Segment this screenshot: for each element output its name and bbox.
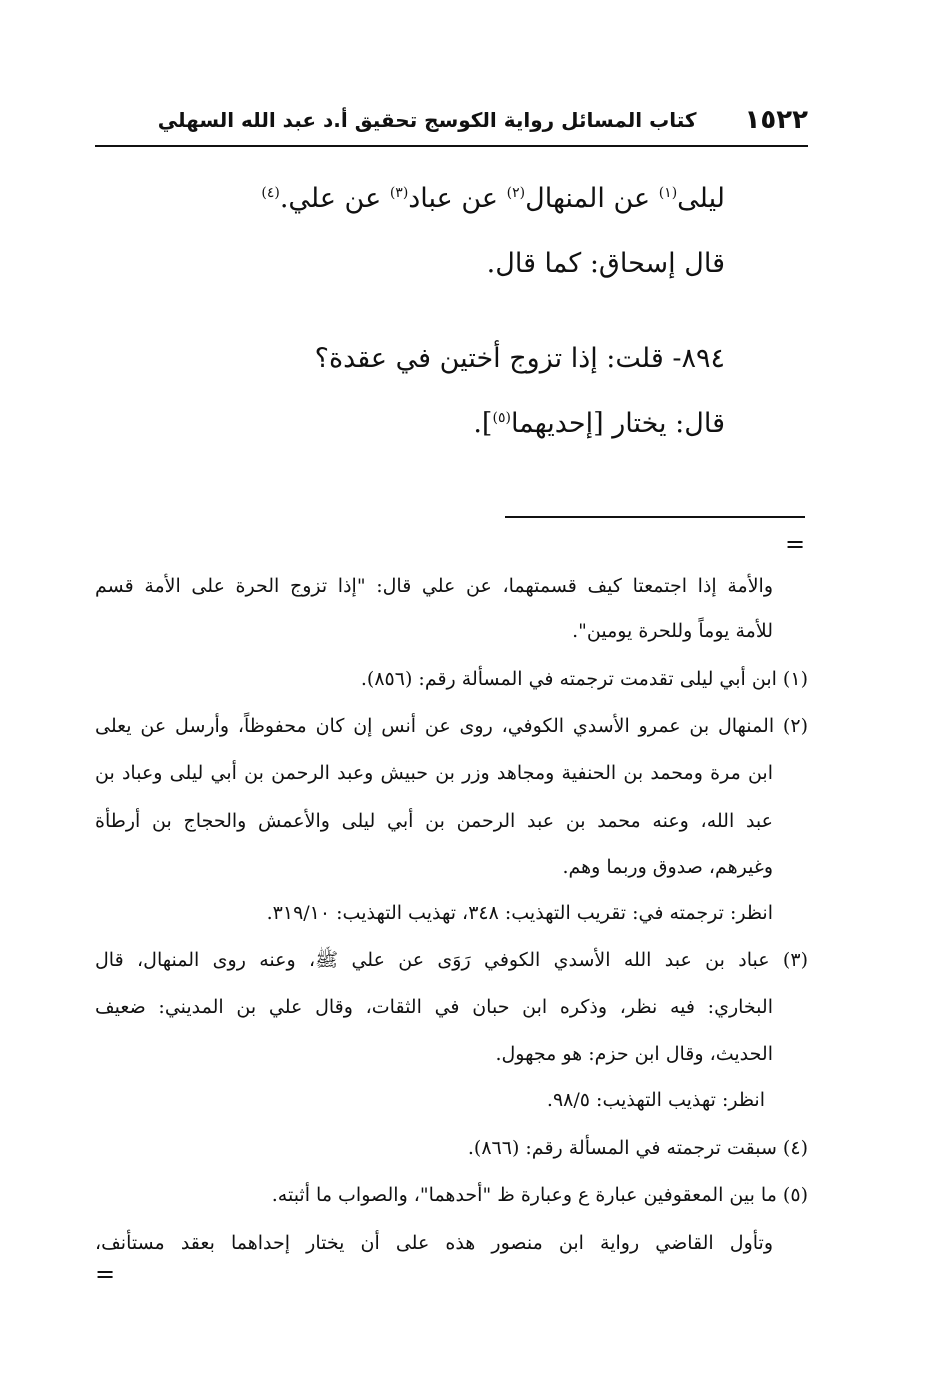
footnote-ref-3: (٣) [389, 185, 409, 201]
footnote-ref-4: (٤) [261, 185, 280, 201]
footnote-3-line-1: (٣) عباد بن عبد الله الأسدي الكوفي رَوَى عن علي ﷺ، وعنه روى المنهال، قال [95, 949, 808, 971]
footnote-ref-5: (٥) [492, 410, 511, 426]
footnote-4: (٤) سبقت ترجمته في المسألة رقم: (٨٦٦). [467, 1137, 808, 1159]
text-segment: عن علي. [279, 183, 390, 214]
footnote-carry-line-2: للأمة يوماً وللحرة يومين". [572, 620, 773, 642]
footnote-2-line-1: (٢) المنهال بن عمرو الأسدي الكوفي، روى عن أنس إن كان محفوظاً، وأرسل عن يعلى [95, 715, 808, 737]
main-text-line-1 [261, 183, 725, 214]
footnote-3-reference: انظر: تهذيب التهذيب: ٩٨/٥. [546, 1089, 765, 1111]
text-segment: عن المنهال [525, 183, 659, 214]
footnote-5-line-1: (٥) ما بين المعقوفين عبارة ع وعبارة ظ "أحدهما"، والصواب ما أثبته. [271, 1184, 808, 1206]
main-text-line-2: قال إسحاق: كما قال. [486, 248, 725, 279]
text-segment: عن عباد [408, 183, 507, 214]
footnote-2-line-3: عبد الله، وعنه محمد بن عبد الرحمن بن أبي ليلى والأعمش والحجاج بن أرطأة [95, 810, 773, 832]
footnote-carry-line-1: والأمة إذا اجتمعتا كيف قسمتهما، عن علي قال: "إذا تزوج الحرة على الأمة قسم [95, 575, 773, 597]
continuation-mark-top: = [785, 530, 806, 558]
answer-894 [473, 408, 725, 439]
footnote-3-line-3: الحديث، وقال ابن حزم: هو مجهول. [495, 1043, 773, 1065]
text-segment: قال: يختار [إحديهما [510, 408, 725, 439]
footnote-ref-2: (٢) [506, 185, 526, 201]
footnote-2-line-4: وغيرهم، صدوق وربما وهم. [562, 856, 773, 878]
continuation-mark-bottom: = [95, 1260, 116, 1288]
page-number: ١٥٢٢ [744, 105, 808, 135]
footnote-1: (١) ابن أبي ليلى تقدمت ترجمته في المسألة رقم: (٨٥٦). [360, 668, 808, 690]
text-segment: ليلى [677, 183, 725, 214]
footnote-ref-1: (١) [658, 185, 678, 201]
header-rule [95, 145, 808, 147]
footnote-5-line-2: وتأول القاضي رواية ابن منصور هذه على أن يختار إحداهما بعقد مستأنف، [95, 1232, 773, 1254]
text-segment: ]. [473, 408, 493, 439]
footnote-separator [505, 516, 805, 518]
running-title: كتاب المسائل رواية الكوسج تحقيق أ.د عبد الله السهلي [157, 108, 697, 132]
page-header [95, 103, 808, 137]
footnote-2-reference: انظر: ترجمته في: تقريب التهذيب: ٣٤٨، تهذيب التهذيب: ٣١٩/١٠. [266, 902, 773, 924]
footnote-3-line-2: البخاري: فيه نظر، وذكره ابن حبان في الثقات، وقال علي بن المديني: ضعيف [95, 996, 773, 1018]
footnote-2-line-2: ابن مرة ومحمد بن الحنفية ومجاهد وزر بن حبيش وعبد الرحمن بن أبي ليلى وعباد بن [95, 762, 773, 784]
question-894: ٨٩٤- قلت: إذا تزوج أختين في عقدة؟ [314, 343, 725, 374]
